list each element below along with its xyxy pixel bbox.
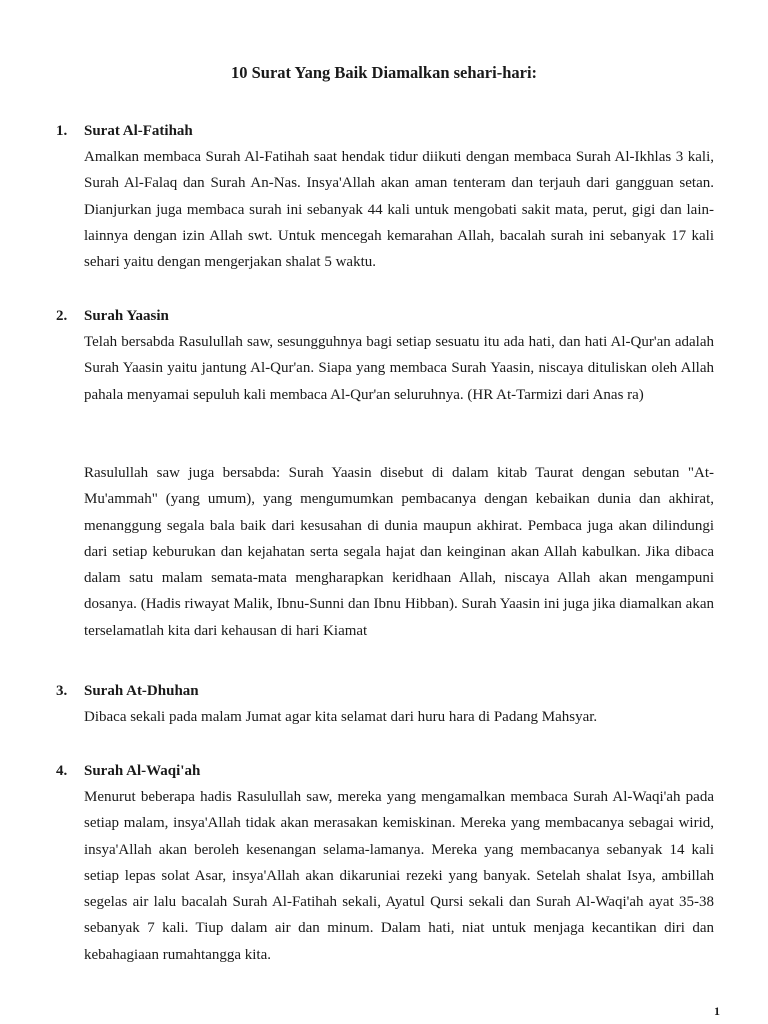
section-paragraph: Menurut beberapa hadis Rasulullah saw, mereka yang mengamalkan membaca Surah Al-Waqi'ah pada setiap malam, insya'Allah tidak akan merasakan kemiskinan. Mereka yang membacanya sebagai wirid, insya'Allah akan beroleh kesenangan selama-lamanya. Mereka yang membacanya sebanyak 14 kali setiap lepas solat Asar, insya'Allah akan dikaruniai rezeki yang banyak. Setelah shalat Isya, ambillah segelas air lalu bacalah Surah Al-Fatihah sekali, Ayatul Qursi sekali dan Surah Al-Waqi'ah ayat 35-38 sebanyak 7 kali. Tiup dalam air dan minum. Dalam hati, niat untuk menjaga kecantikan diri dan kebahagiaan rumahtangga kita. [84,789,714,963]
section-paragraph: Telah bersabda Rasulullah saw, sesungguhnya bagi setiap sesuatu itu ada hati, dan hati Al-Qur'an adalah Surah Yaasin yaitu jantung Al-Qur'an. Siapa yang membaca Surah Yaasin, niscaya dituliskan oleh Allah pahala menyamai sepuluh kali membaca Al-Qur'an seluruhnya. (HR At-Tarmizi dari Anas ra) [84,334,714,403]
section-number: 1. [56,123,68,139]
section-paragraph: Rasulullah saw juga bersabda: Surah Yaasin disebut di dalam kitab Taurat dengan sebutan "At-Mu'ammah" (yang umum), yang mengumumkan pembacanya dengan kebaikan dunia dan akhirat, menanggung segala bala baik dari kesusahan di dunia maupun akhirat. Pembaca juga akan dilindungi dari setiap keburukan dan kejahatan serta segala hajat dan keinginan akan Allah kabulkan. Jika dibaca dalam satu malam semata-mata mengharapkan keridhaan Allah, niscaya Allah akan mengampuni dosanya. (Hadis riwayat Malik, Ibnu-Sunni dan Ibnu Hibban). Surah Yaasin ini juga jika diamalkan akan terselamatlah kita dari kehausan di hari Kiamat [84,465,714,639]
section-heading [56,121,193,141]
section-paragraph: Amalkan membaca Surah Al-Fatihah saat hendak tidur diikuti dengan membaca Surah Al-Ikhlas 3 kali, Surah Al-Falaq dan Surah An-Nas. Insya'Allah akan aman tenteram dan terjauh dari gangguan setan. Dianjurkan juga membaca surah ini sebanyak 44 kali untuk mengobati sakit mata, perut, gigi dan lain-lainnya dengan izin Allah swt. Untuk mencegah kemarahan Allah, bacalah surah ini sebanyak 17 kali sehari yaitu dengan mengerjakan shalat 5 waktu. [84,149,714,271]
section-number: 3. [56,683,68,699]
section-title: Surah Al-Waqi'ah [84,763,201,779]
section-title: Surah At-Dhuhan [84,683,199,699]
document-title: 10 Surat Yang Baik Diamalkan sehari-hari: [230,63,538,82]
page-number: 1 [714,1004,720,1018]
section-heading [56,761,200,781]
section-heading [56,306,169,326]
section-title: Surah Yaasin [84,308,169,324]
section-title: Surat Al-Fatihah [84,123,193,139]
section-number: 2. [56,308,68,324]
section-paragraph: Dibaca sekali pada malam Jumat agar kita selamat dari huru hara di Padang Mahsyar. [84,709,598,725]
section-heading [56,681,199,701]
section-number: 4. [56,763,68,779]
